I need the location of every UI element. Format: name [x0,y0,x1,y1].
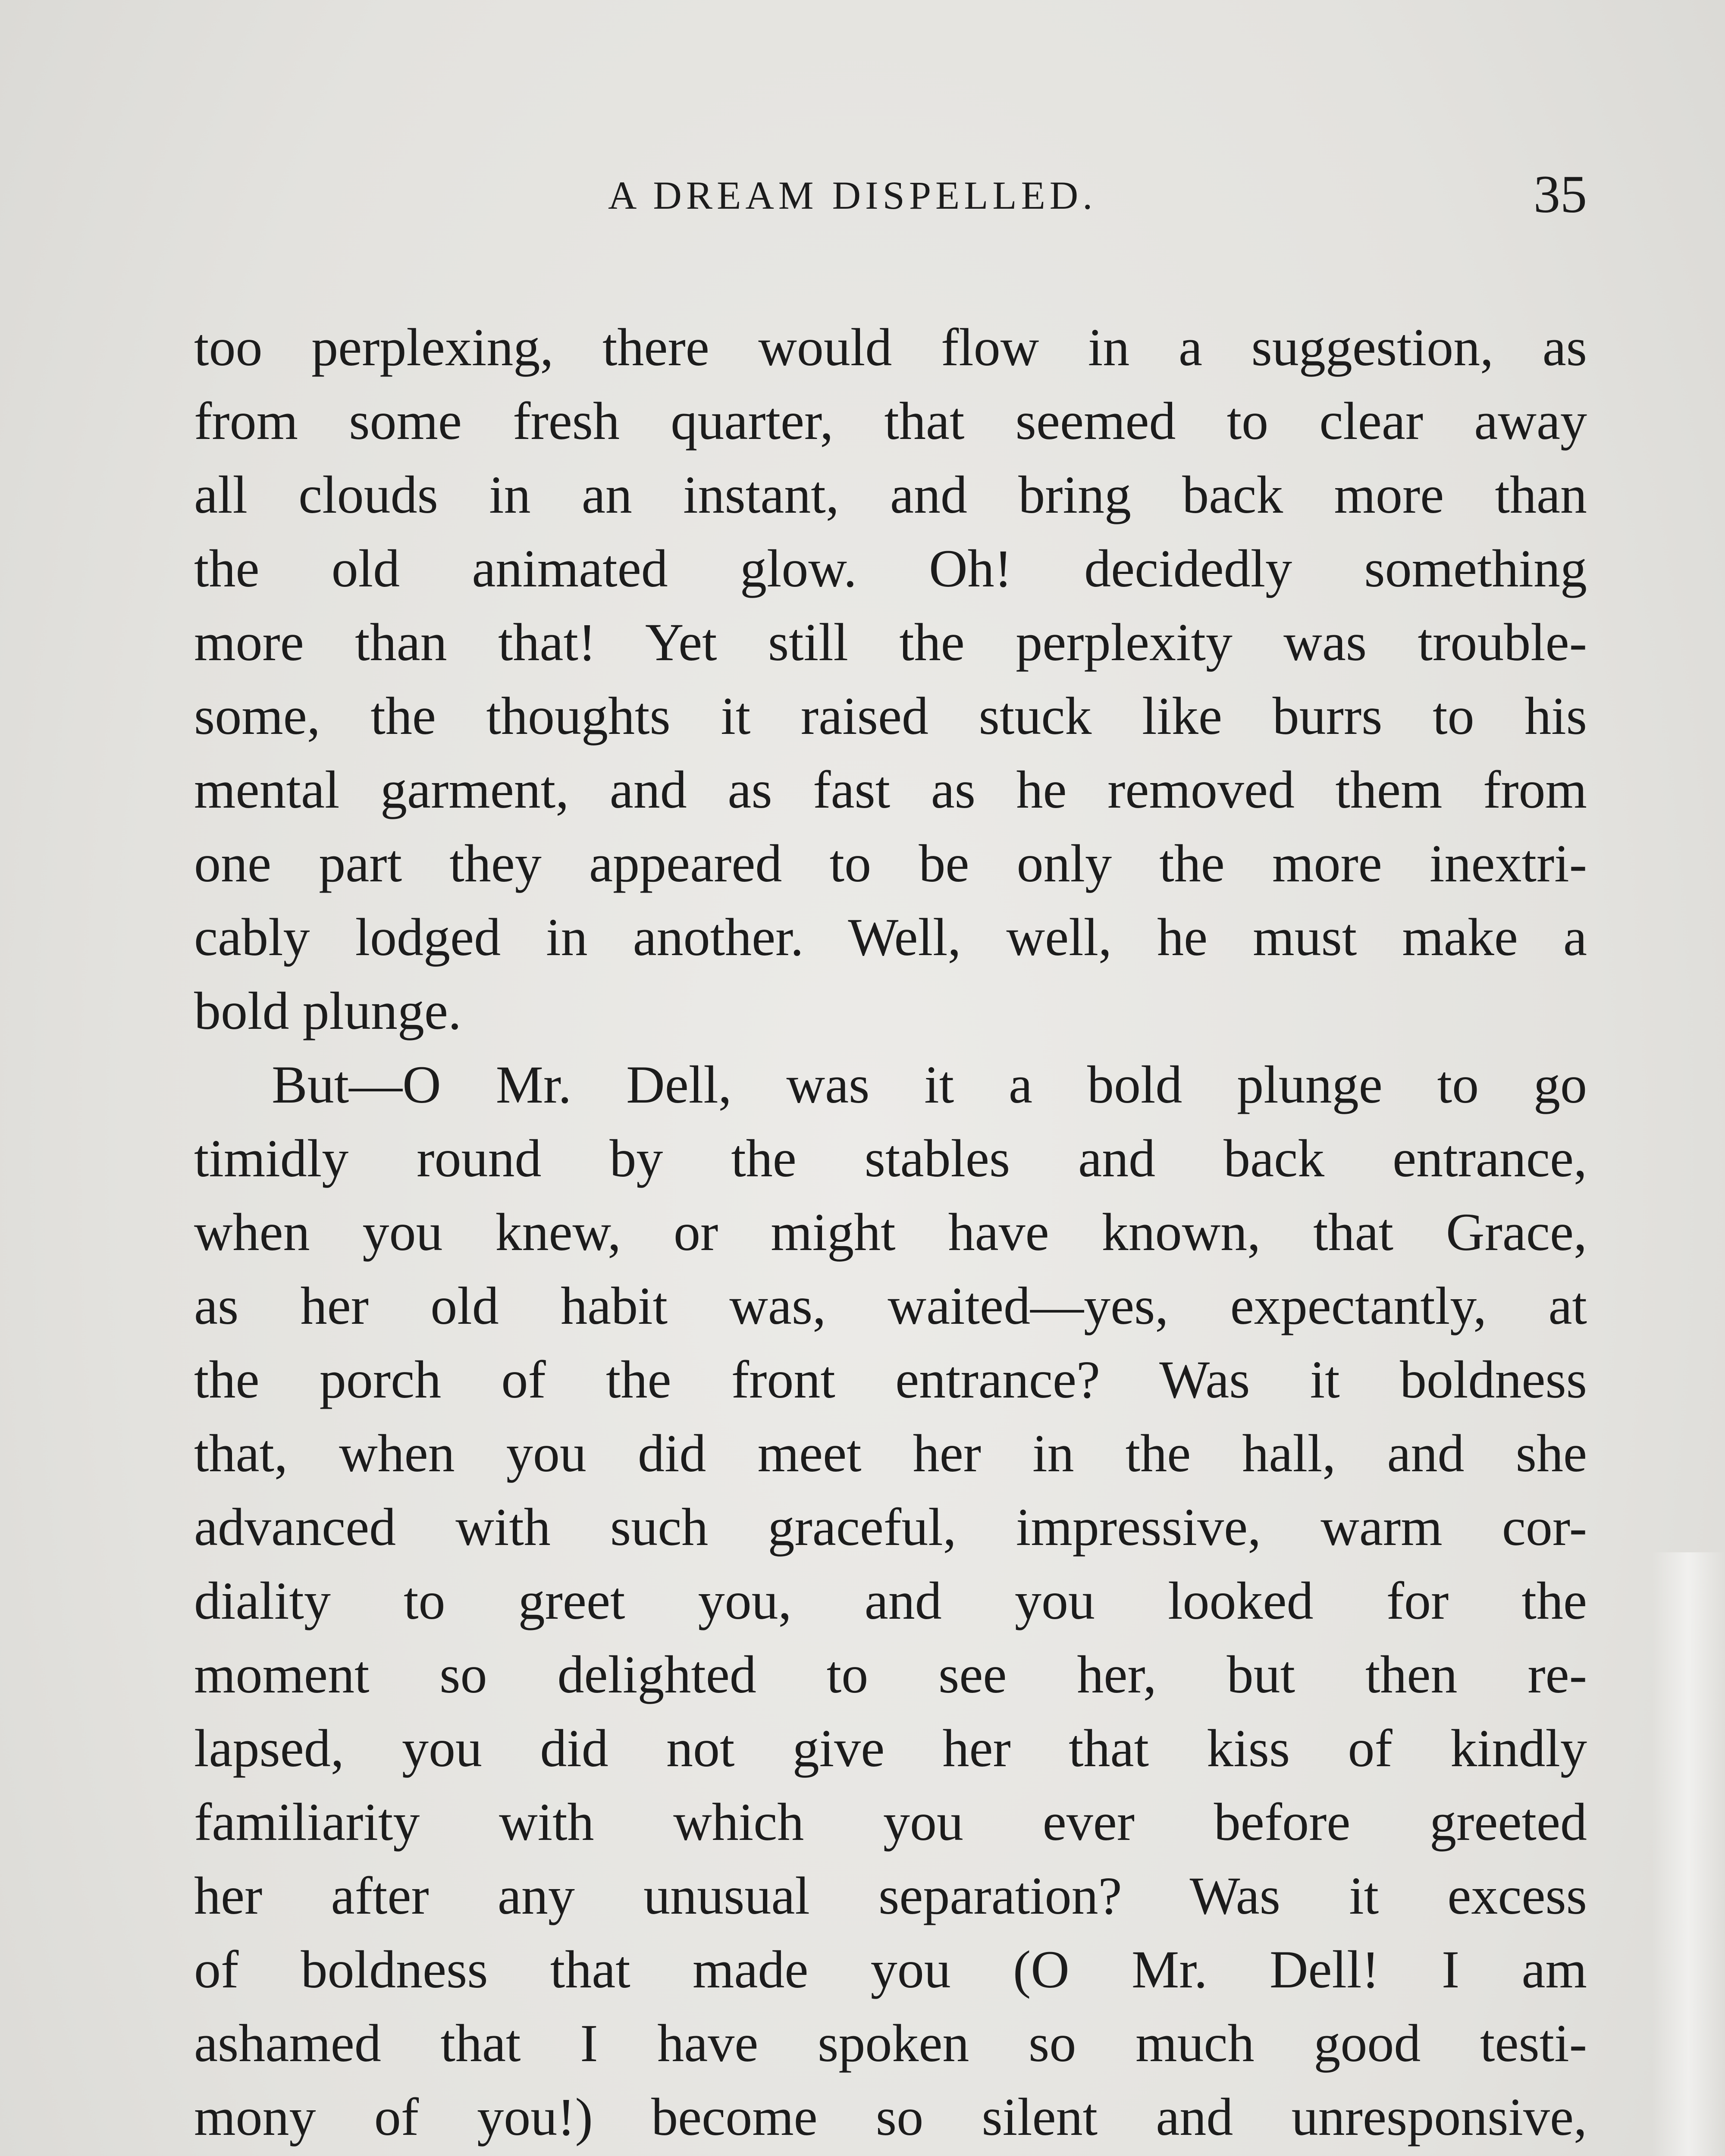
text-line: of boldness that made you (O Mr. Dell! I am [194,1940,1587,1999]
text-line: from some fresh quarter, that seemed to clear away [194,392,1587,451]
text-line: familiarity with which you ever before greeted [194,1792,1587,1852]
text-line: some, the thoughts it raised stuck like burrs to his [194,686,1587,746]
text-line: more than that! Yet still the perplexity was trouble- [194,613,1587,672]
text-line: cably lodged in another. Well, well, he must make a [194,908,1587,967]
text-line: moment so delighted to see her, but then re- [194,1645,1587,1704]
text-line: ashamed that I have spoken so much good testi- [194,2014,1587,2073]
text-line: mony of you!) become so silent and unresponsive, [194,2087,1587,2147]
body-text [194,310,1587,2156]
page-number: 35 [1534,165,1587,224]
text-line: mental garment, and as fast as he removed them from [194,760,1587,819]
text-line: that, when you did meet her in the hall, and she [194,1424,1587,1483]
text-line: the old animated glow. Oh! decidedly something [194,539,1587,598]
text-line: diality to greet you, and you looked for the [194,1571,1587,1630]
text-line: one part they appeared to be only the more inextri- [194,834,1587,893]
text-line: advanced with such graceful, impressive, warm cor- [194,1498,1587,1557]
text-line: as her old habit was, waited—yes, expectantly, at [194,1276,1587,1335]
running-title: A DREAM DISPELLED. [608,173,1097,217]
text-line: lapsed, you did not give her that kiss of kindly [194,1719,1587,1778]
text-line: when you knew, or might have known, that Grace, [194,1203,1587,1262]
text-line: the porch of the front entrance? Was it boldness [194,1350,1587,1409]
text-line: But—O Mr. Dell, was it a bold plunge to go [272,1055,1587,1114]
page-header [194,164,1587,237]
text-line: timidly round by the stables and back entrance, [194,1129,1587,1188]
text-line: bold plunge. [194,981,461,1040]
text-line [194,2154,1587,2156]
text-line: all clouds in an instant, and bring back more than [194,465,1587,524]
paper-crease [1652,1552,1725,2156]
text-line: her after any unusual separation? Was it excess [194,1866,1587,1925]
text-line: too perplexing, there would flow in a suggestion, as [194,318,1587,377]
